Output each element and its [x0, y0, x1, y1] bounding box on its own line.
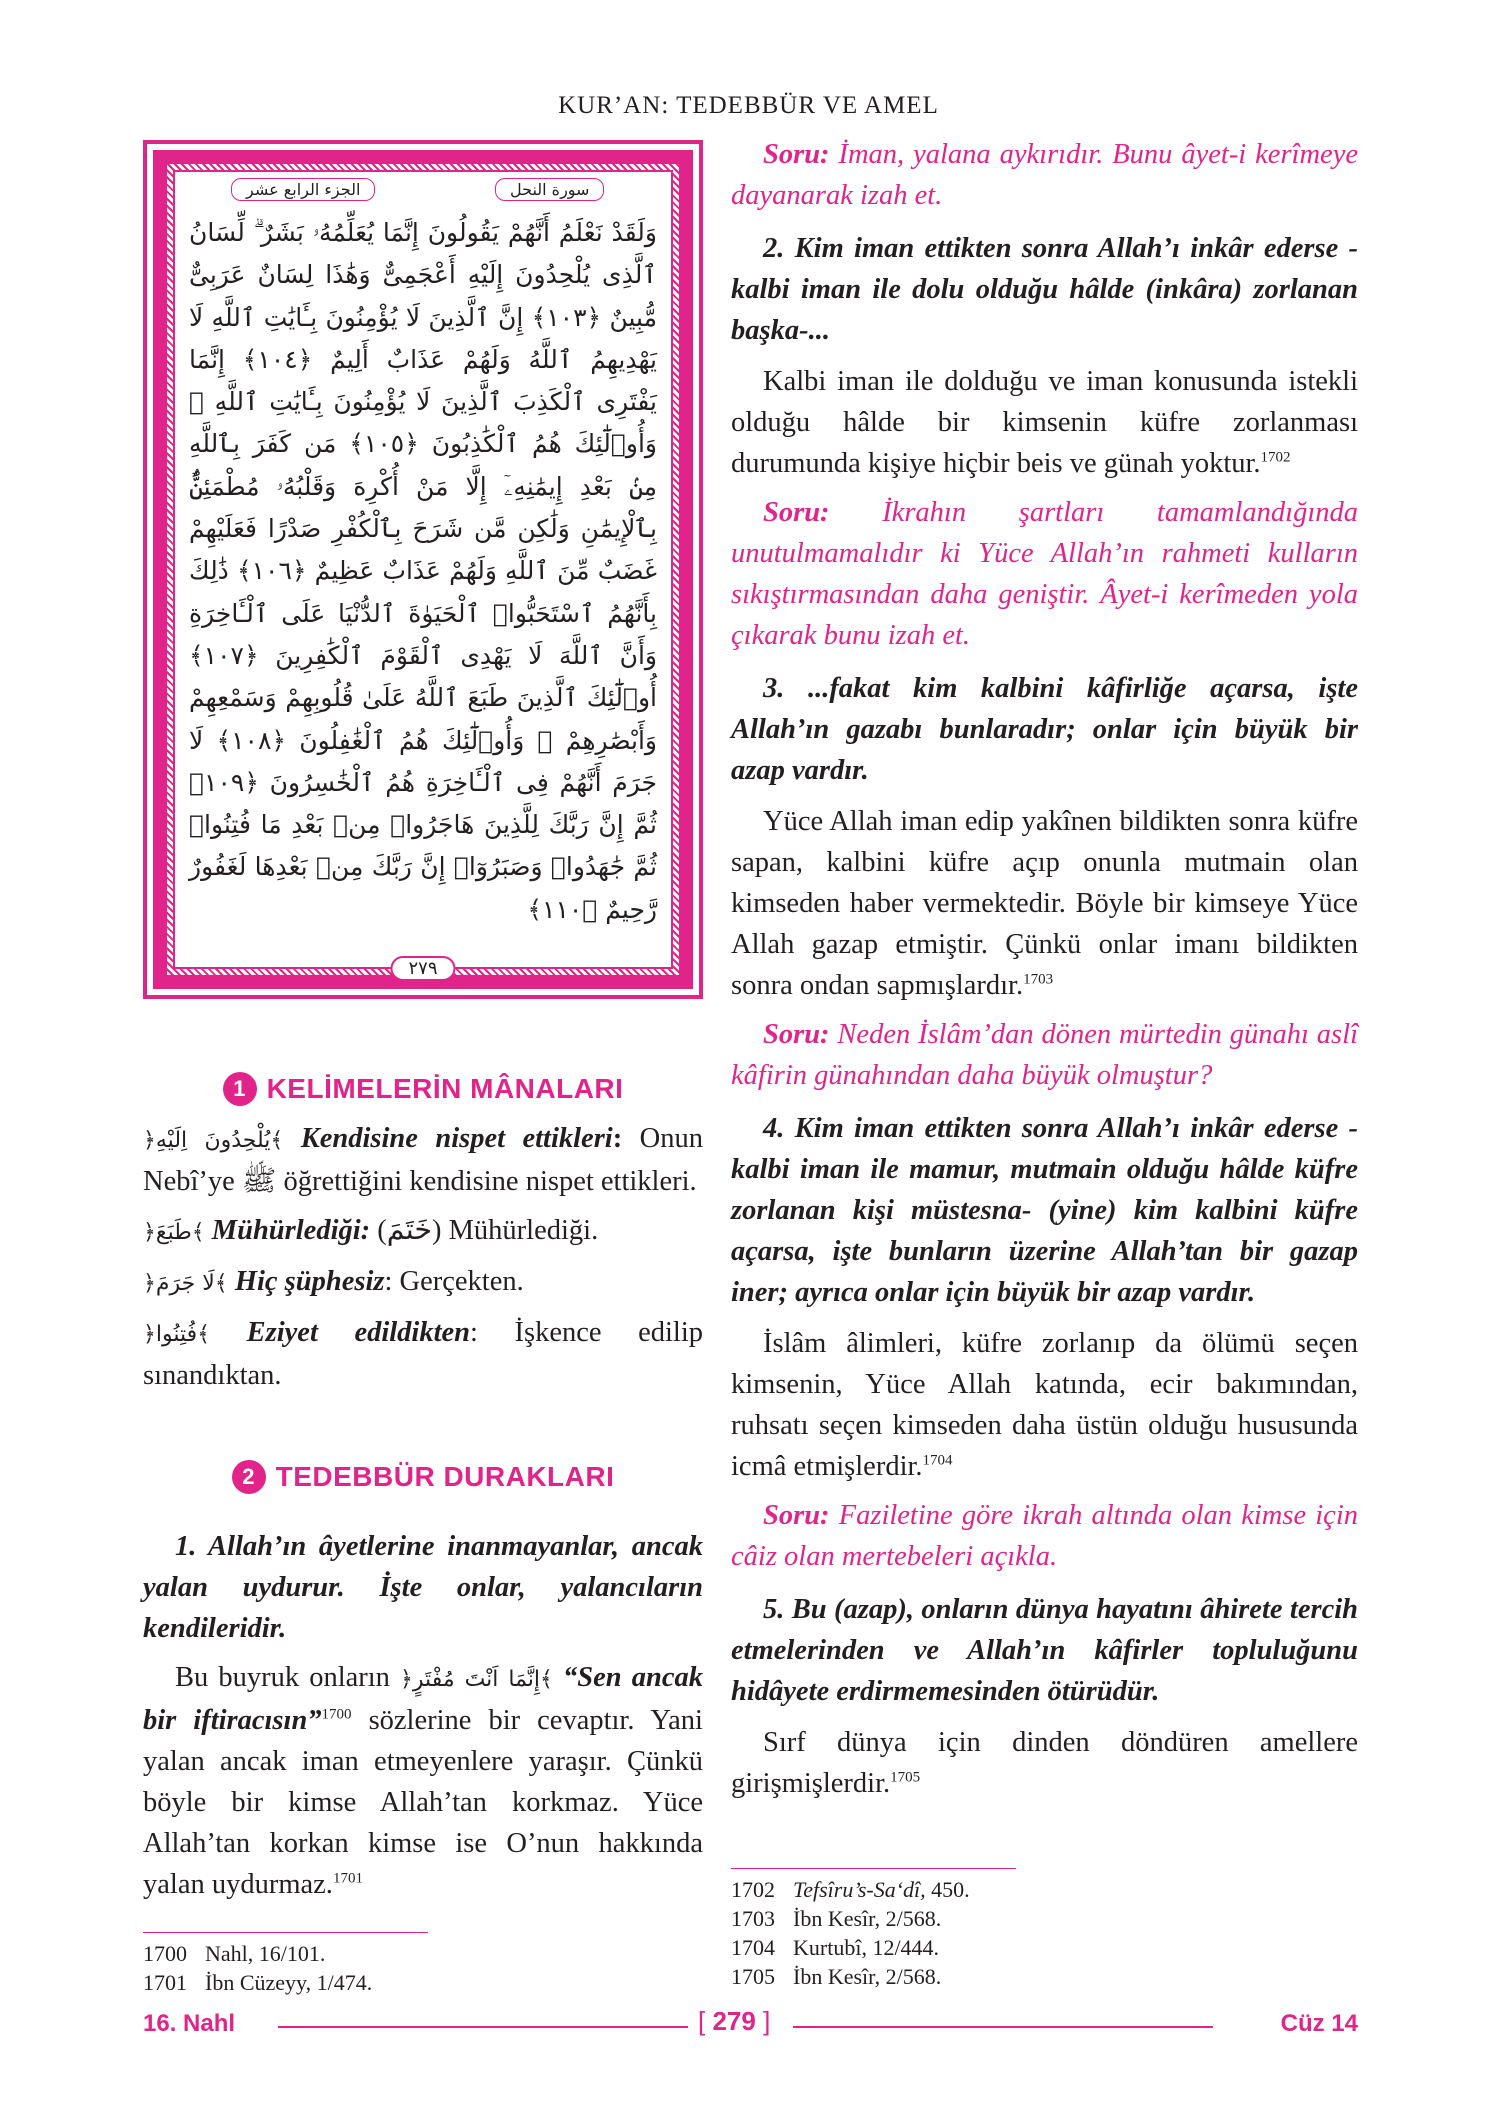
question-text: Faziletine göre ikrah altında olan kimse için câiz olan mertebeleri açıkla.: [731, 1500, 1358, 1572]
footnote-rule: [143, 1932, 428, 1933]
verse-translation: 5. Bu (azap), onların dünya hayatını âhirete tercih etmelerinden ve Allah’ın kâfirler topluluğunu hidâyete erdirmemesinden ötürüdür.: [731, 1594, 1358, 1707]
definition: (خَتَمَ) Mühürlediği.: [377, 1215, 599, 1246]
footnote-text: İbn Cüzeyy, 1/474.: [205, 1970, 373, 1995]
question: [731, 492, 1358, 656]
footer-rule-left: [278, 2026, 688, 2028]
mushaf-page-number: ٢٧٩: [390, 956, 455, 981]
word-meaning-item: [143, 1312, 703, 1396]
text: Yüce Allah iman edip yakînen bildikten sonra küfre sapan, kalbini küfre açıp onunla mutmain olan kimseden haber vermektedir. Böyle bir kimseye Yüce Allah gazap etmiştir. Çünkü onlar imanı bildikten sonra ondan sapmışlardır.: [731, 806, 1358, 1001]
arabic-term: ﴿لَا جَرَمَ﴾: [143, 1271, 228, 1296]
arabic-term: ﴿فُتِنُوا﴾: [143, 1322, 211, 1347]
commentary: [731, 361, 1358, 484]
text: Sırf dünya için dinden döndüren amellere girişmişlerdir.: [731, 1727, 1358, 1799]
term: Eziyet edildikten: [246, 1317, 471, 1348]
mushaf-page-frame: [143, 140, 703, 999]
verse-translation: [143, 1526, 703, 1649]
footnote: [143, 1939, 703, 1968]
footer-juz: Cüz 14: [1280, 2010, 1358, 2037]
bracket: [: [698, 2006, 706, 2036]
footnote-ref[interactable]: 1702: [1260, 449, 1291, 466]
footnote-source-title: Tefsîru’s-Sa‘dî,: [793, 1877, 926, 1902]
reflection-1: [143, 1526, 703, 1905]
footnote-number: 1701: [143, 1970, 187, 1995]
footnote-number: 1700: [143, 1941, 187, 1966]
right-flow: [731, 134, 1358, 1804]
definition: Onun Nebî’ye ﷺ öğrettiğini kendisine nispet ettikleri.: [143, 1123, 704, 1197]
footnote-text: İbn Kesîr, 2/568.: [793, 1964, 942, 1989]
section-title: TEDEBBÜR DURAKLARI: [275, 1461, 615, 1492]
footnote: [731, 1875, 1358, 1904]
footer-page-number: [698, 2006, 770, 2037]
section-title: KELİMELERİN MÂNALARI: [266, 1073, 624, 1104]
question-text: İman, yalana aykırıdır. Bunu âyet-i kerîmeye dayanarak izah et.: [731, 139, 1358, 211]
footnote-ref[interactable]: 1705: [890, 1769, 921, 1786]
juz-label: الجزء الرابع عشر: [231, 178, 375, 201]
footnote-ref[interactable]: 1703: [1023, 971, 1054, 988]
mushaf-text-area: [173, 170, 673, 979]
text: İslâm âlimleri, küfre zorlanıp da ölümü seçen kimsenin, Yüce Allah katında, ecir bakımından, ruhsatı seçen kimseden daha üstün olduğu hususunda icmâ etmişlerdir.: [731, 1328, 1358, 1482]
word-meaning-item: [143, 1210, 703, 1253]
sura-label: سورة النحل: [495, 178, 604, 201]
question-label: Soru:: [763, 1500, 830, 1531]
verse-text: Allah’ın âyetlerine inanmayanlar, ancak yalan uydurur. İşte onlar, yalancıların kendileridir.: [143, 1531, 703, 1644]
question-text: Neden İslâm’dan dönen mürtedin günahı aslî kâfirin günahından daha büyük olmuştur?: [731, 1019, 1358, 1091]
verse-translation: 3. ...fakat kim kalbini kâfirliğe açarsa, işte Allah’ın gazabı bunlaradır; onlar için büyük bir azap vardır.: [731, 673, 1358, 786]
text: Kalbi iman ile dolduğu ve iman konusunda istekli olduğu hâlde bir kimsenin küfre zorlanması durumunda kişiye hiçbir beis ve günah yoktur.: [731, 366, 1358, 479]
section-number-badge: 1: [223, 1072, 257, 1106]
question-text: İkrahın şartları tamamlandığında unutulmamalıdır ki Yüce Allah’ın rahmeti kulların sıkıştırmasından daha geniştir. Âyet-i kerîmeden yola çıkarak bunu izah et.: [731, 497, 1358, 651]
verse-translation: 2. Kim iman ettikten sonra Allah’ı inkâr ederse -kalbi iman ile dolu olduğu hâlde (inkâra) zorlanan başka-...: [731, 233, 1358, 346]
item-number: 1.: [175, 1531, 197, 1562]
footnote-ref[interactable]: 1701: [332, 1870, 363, 1887]
footnote: [731, 1933, 1358, 1962]
footnote-rule: [731, 1868, 1016, 1869]
footer-sura: 16. Nahl: [143, 2010, 236, 2037]
footnote-ref[interactable]: 1700: [321, 1706, 352, 1723]
question-label: Soru:: [763, 497, 830, 528]
verse-translation: 4. Kim iman ettikten sonra Allah’ı inkâr ederse -kalbi iman ile mamur, mutmain olduğu hâlde küfre zorlanan kişi müstesna- (yine) kim kalbini küfre açarsa, işte bunların üzerine Allah’tan bir gazap iner; ayrıca onlar için büyük bir azap vardır.: [731, 1113, 1358, 1308]
commentary: [731, 1722, 1358, 1804]
footnote: [731, 1962, 1358, 1991]
text: Bu buyruk onların: [175, 1662, 401, 1693]
question: [731, 134, 1358, 216]
commentary: [731, 1323, 1358, 1487]
footnote-text: İbn Kesîr, 2/568.: [793, 1906, 942, 1931]
question-label: Soru:: [763, 139, 830, 170]
term: Mühürlediği:: [211, 1215, 371, 1246]
footnotes-right: [731, 1868, 1358, 1991]
footnote: [143, 1968, 703, 1997]
footer-rule-right: [793, 2026, 1213, 2028]
word-meaning-item: [143, 1118, 703, 1202]
footnote-ref[interactable]: 1704: [922, 1452, 953, 1469]
page-number: 279: [712, 2006, 756, 2036]
section-number-badge: 2: [232, 1460, 266, 1494]
running-header: KUR’AN: TEDEBBÜR VE AMEL: [558, 92, 939, 119]
definition: : Gerçekten.: [384, 1266, 524, 1297]
word-meaning-item: [143, 1261, 703, 1304]
quote: “Sen ancak bir iftiracısın”: [143, 1662, 703, 1736]
text: sözlerine bir cevaptır. Yani yalan ancak iman etmeyenlere yaraşır. Çünkü böyle bir kimse Allah’tan korkmaz. Yüce Allah’tan korkan kimse ise O’nun hakkında yalan uydurmaz.: [143, 1705, 703, 1900]
footnote-number: 1703: [731, 1906, 775, 1931]
arabic-term: ﴿يُلْحِدُونَ اِلَيْهِ﴾: [143, 1128, 284, 1153]
question: [731, 1014, 1358, 1096]
commentary: [731, 801, 1358, 1006]
section-heading-kelimeler: [143, 1072, 703, 1106]
term: Kendisine nispet ettikleri: [300, 1123, 613, 1154]
quran-verses: وَلَقَدْ نَعْلَمُ أَنَّهُمْ يَقُولُونَ إِنَّمَا يُعَلِّمُهُۥ بَشَرٌ ۗ لِّسَانُ ٱلَّذِى يُلْحِدُونَ إِلَيْهِ أَعْجَمِىٌّ وَهَٰذَا لِسَانٌ عَرَبِىٌّ مُّبِينٌ ﴿١٠٣﴾ إِنَّ ٱلَّذِينَ لَا يُؤْمِنُونَ بِـَٔايَٰتِ ٱللَّهِ لَا يَهْدِيهِمُ ٱللَّهُ وَلَهُمْ عَذَابٌ أَلِيمٌ ﴿١٠٤﴾ إِنَّمَا يَفْتَرِى ٱلْكَذِبَ ٱلَّذِينَ لَا يُؤْمِنُونَ بِـَٔايَٰتِ ٱللَّهِ ۖ وَأُو۟لَٰٓئِكَ هُمُ ٱلْكَٰذِبُونَ ﴿١٠٥﴾ مَن كَفَرَ بِٱللَّهِ مِنۢ بَعْدِ إِيمَٰنِهِۦٓ إِلَّا مَنْ أُكْرِهَ وَقَلْبُهُۥ مُطْمَئِنٌّۢ بِٱلْإِيمَٰنِ وَلَٰكِن مَّن شَرَحَ بِٱلْكُفْرِ صَدْرًا فَعَلَيْهِمْ غَضَبٌ مِّنَ ٱللَّهِ وَلَهُمْ عَذَابٌ عَظِيمٌ ﴿١٠٦﴾ ذَٰلِكَ بِأَنَّهُمُ ٱسْتَحَبُّوا۟ ٱلْحَيَوٰةَ ٱلدُّنْيَا عَلَى ٱلْـَٔاخِرَةِ وَأَنَّ ٱللَّهَ لَا يَهْدِى ٱلْقَوْمَ ٱلْكَٰفِرِينَ ﴿١٠٧﴾ أُو۟لَٰٓئِكَ ٱلَّذِينَ طَبَعَ ٱللَّهُ عَلَىٰ قُلُوبِهِمْ وَسَمْعِهِمْ وَأَبْصَٰرِهِمْ ۖ وَأُو۟لَٰٓئِكَ هُمُ ٱلْغَٰفِلُونَ ﴿١٠٨﴾ لَا جَرَمَ أَنَّهُمْ فِى ٱلْـَٔاخِرَةِ هُمُ ٱلْخَٰسِرُونَ ﴿١٠٩﴾ ثُمَّ إِنَّ رَبَّكَ لِلَّذِينَ هَاجَرُوا۟ مِنۢ بَعْدِ مَا فُتِنُوا۟ ثُمَّ جَٰهَدُوا۟ وَصَبَرُوٓا۟ إِنَّ رَبَّكَ مِنۢ بَعْدِهَا لَغَفُورٌ رَّحِيمٌ ﴿١١٠﴾: [189, 218, 658, 924]
footnote-number: 1705: [731, 1964, 775, 1989]
footnote-text: Kurtubî, 12/444.: [793, 1935, 940, 1960]
arabic-quote: ﴿إِنَّمَا اَنْتَ مُفْتَرٍ﴾: [400, 1667, 553, 1692]
section-heading-tedebbur: [143, 1460, 703, 1494]
page-footer: [143, 2006, 1358, 2046]
question-label: Soru:: [763, 1019, 830, 1050]
bracket: ]: [763, 2006, 771, 2036]
definition: : İşkence edilip sınandıktan.: [143, 1317, 704, 1391]
footnote-text: Nahl, 16/101.: [205, 1941, 326, 1966]
footnote-number: 1704: [731, 1935, 775, 1960]
term: Hiç şüphesiz: [234, 1266, 385, 1297]
word-meanings: [143, 1118, 703, 1396]
commentary: [143, 1657, 703, 1905]
arabic-term: ﴿طَبَعَ﴾: [143, 1220, 205, 1245]
question: [731, 1495, 1358, 1577]
colon: :: [612, 1123, 623, 1154]
footnotes-left: [143, 1932, 703, 1997]
footnote-number: 1702: [731, 1877, 775, 1902]
footnote: [731, 1904, 1358, 1933]
footnote-text: 450.: [925, 1877, 970, 1902]
